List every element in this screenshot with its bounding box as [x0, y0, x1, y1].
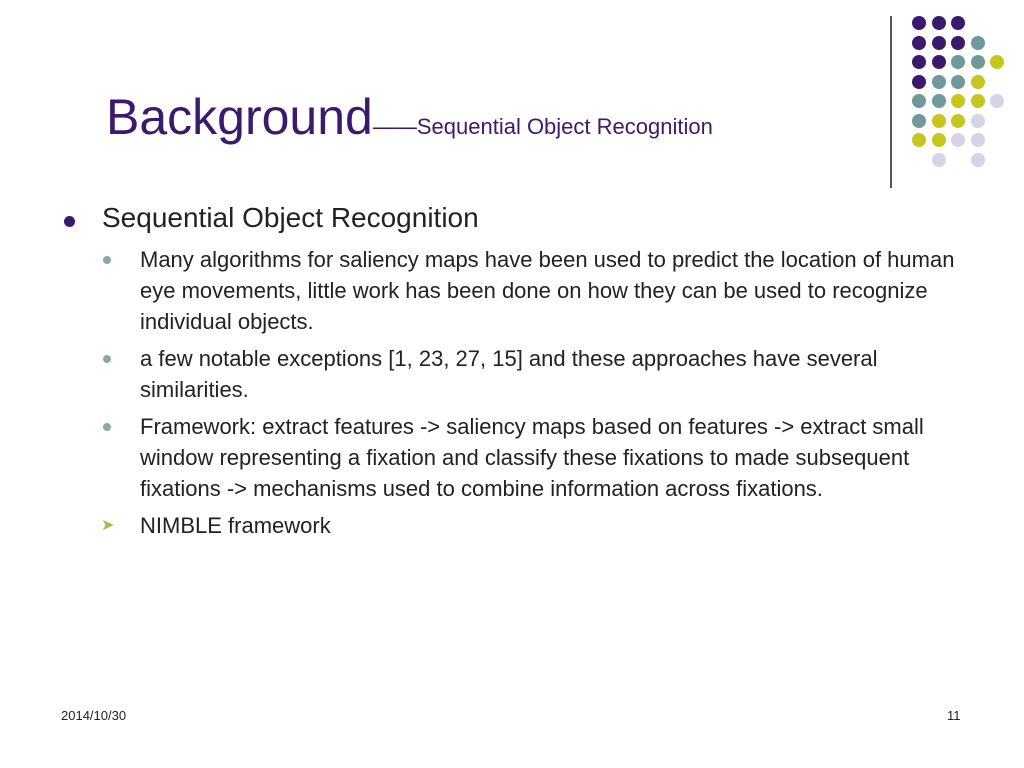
slide-title: [106, 88, 713, 146]
decorative-dot: [971, 114, 985, 128]
arrow-bullet-icon: ➤: [101, 517, 115, 534]
decorative-dot: [912, 133, 926, 147]
title-subtitle: ——Sequential Object Recognition: [372, 114, 713, 139]
decorative-dot: [912, 114, 926, 128]
decorative-dot: [932, 55, 946, 69]
decorative-dot: [971, 55, 985, 69]
sub-bullet-item: [64, 510, 960, 541]
divider-line: [890, 16, 892, 188]
decorative-dot: [912, 36, 926, 50]
sub-bullet-item: [64, 244, 960, 337]
decorative-dot: [932, 16, 946, 30]
sub-bullet-item: [64, 411, 960, 504]
bullet-heading-text: Sequential Object Recognition: [102, 202, 479, 233]
decorative-dot: [951, 114, 965, 128]
decorative-dot: [971, 75, 985, 89]
bullet-dot-icon: [103, 256, 111, 264]
decorative-dot: [932, 114, 946, 128]
sub-bullet-text: NIMBLE framework: [140, 513, 331, 538]
title-main: Background: [106, 89, 373, 145]
decorative-dot: [932, 94, 946, 108]
decorative-dot: [951, 133, 965, 147]
footer-page-number: 11: [947, 708, 961, 723]
decorative-dot: [932, 75, 946, 89]
decorative-dot: [971, 94, 985, 108]
decorative-dot: [932, 153, 946, 167]
sub-bullet-item: [64, 343, 960, 405]
sub-bullet-text: Framework: extract features -> saliency maps based on features -> extract small window representing a fixation and classify these fixations to made subsequent fixations -> mechanisms used to combine information across fixations.: [140, 414, 924, 501]
bullet-dot-icon: [103, 355, 111, 363]
decorative-dot: [951, 94, 965, 108]
decorative-dot: [971, 153, 985, 167]
decorative-dot: [932, 133, 946, 147]
sub-bullet-text: Many algorithms for saliency maps have been used to predict the location of human eye movements, little work has been done on how they can be used to recognize individual objects.: [140, 247, 955, 334]
decorative-dot: [912, 55, 926, 69]
decorative-dot: [912, 94, 926, 108]
content-list: [64, 200, 964, 547]
decorative-dot: [951, 36, 965, 50]
decorative-dot: [951, 75, 965, 89]
decorative-dot: [971, 36, 985, 50]
footer-date: 2014/10/30: [61, 708, 127, 723]
decorative-dot: [990, 55, 1004, 69]
bullet-dot-icon: [103, 423, 111, 431]
bullet-level1: [64, 200, 964, 236]
decorative-dot: [912, 75, 926, 89]
sub-bullet-text: a few notable exceptions [1, 23, 27, 15] and these approaches have several similarities.: [140, 346, 878, 402]
decorative-dot: [990, 94, 1004, 108]
bullet-dot-icon: [64, 216, 75, 227]
sub-bullet-list: [64, 244, 964, 541]
decorative-dot: [932, 36, 946, 50]
decorative-dot: [971, 133, 985, 147]
decorative-dot: [951, 16, 965, 30]
decorative-dot: [912, 16, 926, 30]
decorative-dot: [951, 55, 965, 69]
